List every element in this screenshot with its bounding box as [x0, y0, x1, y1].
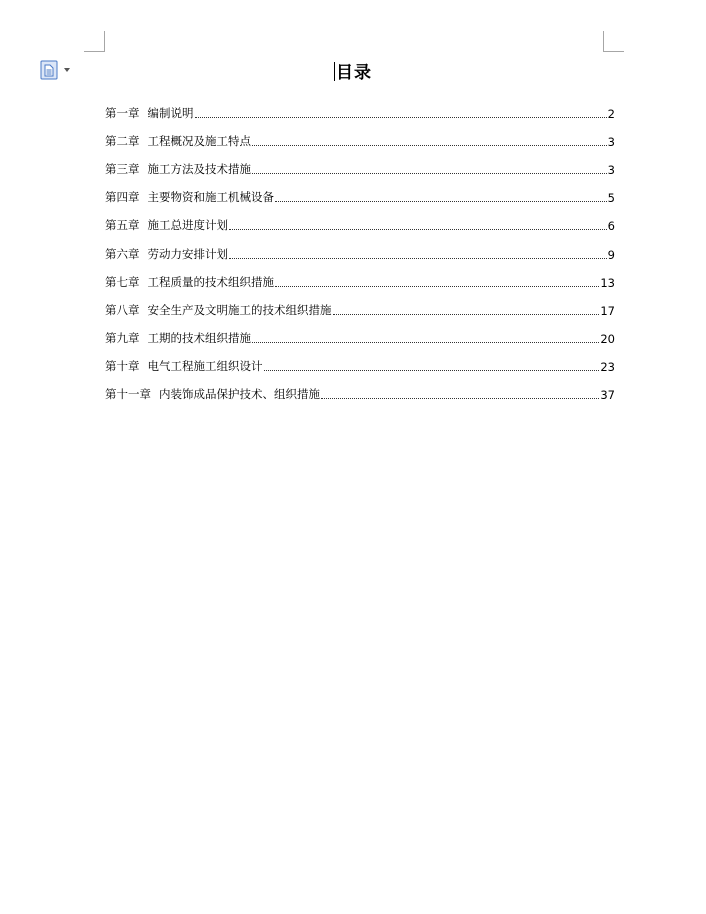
toc-heading: 主要物资和施工机械设备: [147, 190, 274, 205]
toc-chapter: 第十一章: [105, 387, 151, 402]
toc-chapter: 第五章: [105, 218, 140, 233]
toc-leader: [252, 172, 607, 174]
toc-chapter: 第三章: [105, 162, 140, 177]
toc-chapter: 第一章: [105, 106, 140, 121]
toc-heading: 安全生产及文明施工的技术组织措施: [147, 302, 332, 317]
toc-page-number: 23: [600, 359, 615, 374]
toc-leader: [252, 144, 607, 146]
toc-heading: 编制说明: [147, 106, 194, 121]
toc-entry[interactable]: [105, 205, 615, 233]
toc-title[interactable]: [0, 58, 706, 83]
toc-heading: 工期的技术组织措施: [147, 330, 251, 345]
toc-leader: [195, 116, 607, 118]
toc-page-number: 5: [607, 191, 615, 206]
toc-page-number: 13: [600, 275, 615, 290]
toc-leader: [333, 313, 600, 315]
toc-leader: [264, 369, 600, 371]
toc-heading: 电气工程施工组织设计: [147, 358, 263, 373]
toc-chapter: 第七章: [105, 274, 140, 289]
toc-page-number: 3: [607, 135, 615, 150]
toc-page-number: 6: [607, 219, 615, 234]
toc-chapter: 第八章: [105, 302, 140, 317]
table-of-contents: [105, 93, 615, 402]
toc-chapter: 第二章: [105, 134, 140, 149]
toc-leader: [229, 228, 607, 230]
toc-heading: 内装饰成品保护技术、组织措施: [159, 387, 320, 402]
toc-page-number: 37: [600, 388, 615, 403]
toc-entry[interactable]: [105, 93, 615, 121]
toc-heading: 施工方法及技术措施: [147, 162, 251, 177]
toc-entry[interactable]: [105, 233, 615, 261]
toc-leader: [229, 257, 607, 259]
toc-leader: [252, 341, 599, 343]
toc-chapter: 第九章: [105, 330, 140, 345]
toc-page-number: 2: [607, 107, 615, 122]
toc-entry[interactable]: [105, 177, 615, 205]
toc-page-number: 9: [607, 247, 615, 262]
toc-leader: [275, 200, 607, 202]
crop-mark-top-left: [84, 31, 105, 52]
toc-heading: 劳动力安排计划: [147, 246, 228, 261]
toc-page-number: 17: [600, 303, 615, 318]
toc-entry[interactable]: [105, 262, 615, 290]
toc-title-text: 目录: [336, 63, 372, 83]
toc-entry[interactable]: [105, 149, 615, 177]
toc-page-number: 20: [600, 331, 615, 346]
toc-chapter: 第十章: [105, 358, 140, 373]
toc-entry[interactable]: [105, 318, 615, 346]
toc-entry[interactable]: [105, 121, 615, 149]
toc-entry[interactable]: [105, 346, 615, 374]
toc-heading: 施工总进度计划: [147, 218, 228, 233]
toc-heading: 工程概况及施工特点: [147, 134, 251, 149]
toc-chapter: 第四章: [105, 190, 140, 205]
toc-chapter: 第六章: [105, 246, 140, 261]
toc-heading: 工程质量的技术组织措施: [147, 274, 274, 289]
text-cursor: [334, 62, 335, 81]
toc-leader: [321, 397, 599, 399]
toc-page-number: 3: [607, 163, 615, 178]
toc-entry[interactable]: [105, 290, 615, 318]
crop-mark-top-right: [603, 31, 624, 52]
toc-entry[interactable]: [105, 374, 615, 402]
toc-leader: [275, 285, 599, 287]
